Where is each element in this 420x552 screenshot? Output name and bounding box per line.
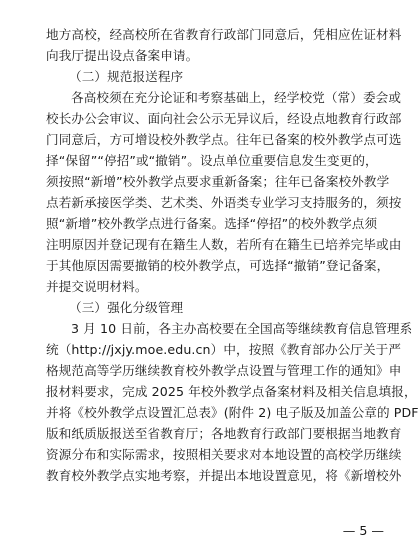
paragraph-line: 统（http://jxjy.moe.edu.cn）中，按照《教育部办公厅关于严 xyxy=(46,342,402,357)
paragraph-line: 注明原因并登记现有在籍生人数，若所有在籍生已培养完毕或由 xyxy=(46,237,402,252)
section-heading: （二）规范报送程序 xyxy=(69,69,184,84)
paragraph-line: 格规范高等学历继续教育校外教学点设置与管理工作的通知》申 xyxy=(46,363,402,378)
paragraph-continuation-line: 向我厅提出设点备案申请。 xyxy=(46,48,199,63)
paragraph-line: 择“保留”“停招”或“撤销”。设点单位重要信息发生变更的， xyxy=(46,153,378,168)
document-body xyxy=(46,24,419,486)
paragraph-line: 点若新承接医学类、艺术类、外语类专业学习支持服务的，须按 xyxy=(46,195,402,210)
paragraph-continuation-line: 地方高校，经高校所在省教育行政部门同意后，凭相应佐证材料 xyxy=(46,27,402,42)
paragraph-line: 教育校外教学点实地考察，并提出本地设置意见，将《新增校外 xyxy=(46,468,402,483)
paragraph-line: 照“新增”校外教学点进行备案。选择“停招”的校外教学点须 xyxy=(46,216,378,231)
paragraph-first-line: 3 月 10 日前，各主办高校要在全国高等继续教育信息管理系 xyxy=(71,321,413,336)
section-heading: （三）强化分级管理 xyxy=(69,300,184,315)
paragraph-line: 并将《校外教学点设置汇总表》(附件 2) 电子版及加盖公章的 PDF xyxy=(46,405,419,420)
paragraph-line: 资源分布和实际需求，按照相关要求对本地设置的高校学历继续 xyxy=(46,447,402,462)
paragraph-line: 于其他原因需要撤销的校外教学点，可选择“撤销”登记备案， xyxy=(46,258,390,273)
paragraph-line: 校长办公会审议、面向社会公示无异议后，经设点地教育行政部 xyxy=(46,111,402,126)
page-number: — 5 — xyxy=(342,523,384,538)
paragraph-line: 版和纸质版报送至省教育厅；各地教育行政部门要根据当地教育 xyxy=(46,426,402,441)
paragraph-line: 报材料要求，完成 2025 年校外教学点备案材料及相关信息填报， xyxy=(46,384,417,399)
paragraph-first-line: 各高校须在充分论证和考察基础上，经学校党（常）委会或 xyxy=(71,90,402,105)
paragraph-line: 门同意后，方可增设校外教学点。往年已备案的校外教学点可选 xyxy=(46,132,402,147)
paragraph-line: 并提交说明材料。 xyxy=(46,279,148,294)
paragraph-line: 须按照“新增”校外教学点要求重新备案；往年已备案校外教学 xyxy=(46,174,390,189)
